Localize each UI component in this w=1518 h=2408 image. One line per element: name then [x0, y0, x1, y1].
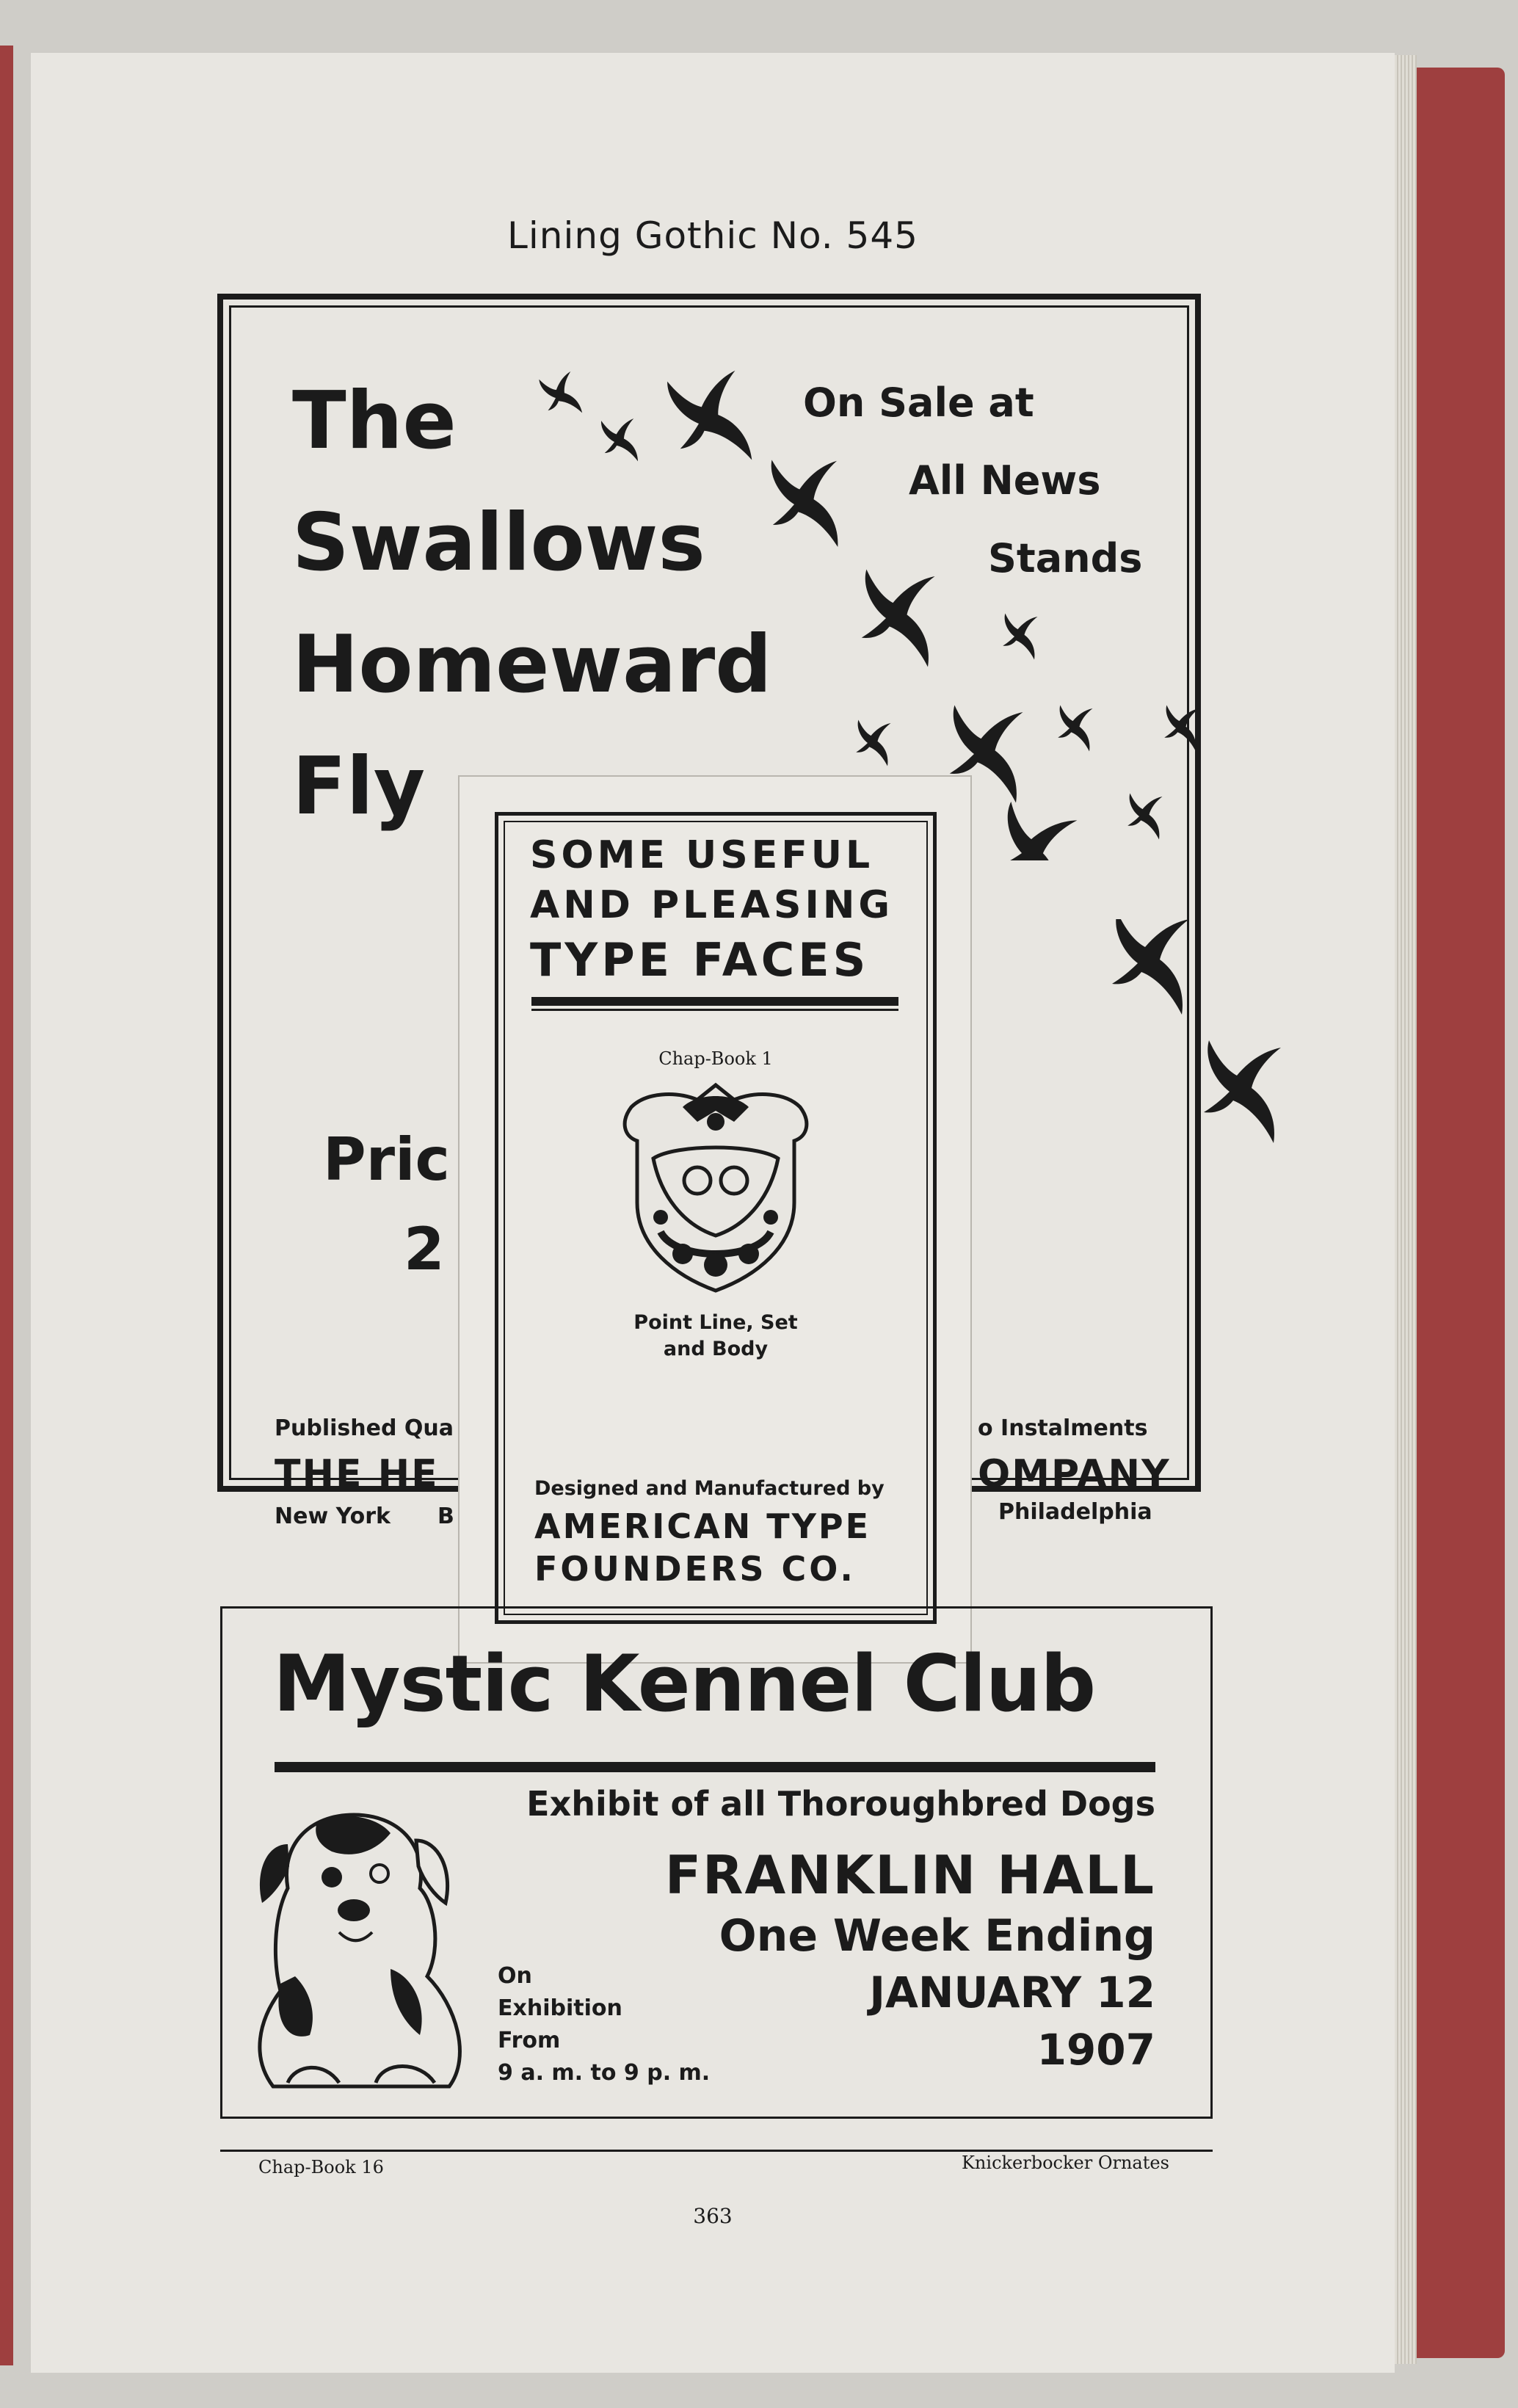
- exhibition-line-3: From: [498, 2028, 561, 2053]
- on-sale-line-3: Stands: [988, 535, 1143, 581]
- published-fragment: Published Qua: [275, 1415, 454, 1441]
- exhibition-line-2: Exhibition: [498, 1995, 622, 2021]
- card-chapbook-label: Chap-Book 1: [658, 1048, 773, 1069]
- kennel-subtitle: Exhibit of all Thoroughbred Dogs: [526, 1784, 1155, 1824]
- swallows-illustration-lower: [1072, 919, 1321, 1154]
- kennel-title-rule: [275, 1762, 1155, 1772]
- book-page: [31, 53, 1395, 2373]
- price-value-fragment: 2: [404, 1215, 445, 1283]
- footer-right-label: Knickerbocker Ornates: [962, 2153, 1169, 2173]
- city-philadelphia: Philadelphia: [998, 1499, 1152, 1525]
- card-heading-line-1: SOME USEFUL: [530, 833, 874, 877]
- kennel-year: 1907: [1036, 2025, 1155, 2075]
- designed-by-label: Designed and Manufactured by: [534, 1477, 885, 1500]
- book-cover-left: [0, 46, 13, 2365]
- on-sale-line-1: On Sale at: [803, 380, 1034, 426]
- exhibition-line-1: On: [498, 1963, 532, 1989]
- instalments-fragment: o Instalments: [978, 1415, 1148, 1441]
- footer-rule: [220, 2150, 1213, 2152]
- publisher-left-fragment: THE HE: [275, 1452, 439, 1496]
- card-heading-rule-thin: [531, 1009, 898, 1011]
- card-heading-line-2: AND PLEASING: [530, 883, 894, 927]
- eagle-shield-emblem: [602, 1078, 829, 1298]
- footer-left-label: Chap-Book 16: [258, 2157, 384, 2177]
- kennel-date: JANUARY 12: [869, 1968, 1155, 2017]
- city-new-york: New York: [275, 1504, 391, 1529]
- page-title: Lining Gothic No. 545: [507, 214, 918, 257]
- ad-heading-line-3: Homeward: [292, 619, 772, 711]
- card-heading-rule: [531, 997, 898, 1006]
- ad-heading-line-1: The: [292, 375, 457, 467]
- emblem-caption-line-2: and Body: [663, 1338, 769, 1360]
- exhibition-line-4: 9 a. m. to 9 p. m.: [498, 2060, 711, 2086]
- price-fragment: Pric: [323, 1125, 450, 1194]
- puppy-illustration: [244, 1800, 493, 2108]
- city-fragment: B: [437, 1504, 454, 1529]
- ad-heading-line-2: Swallows: [292, 497, 705, 589]
- kennel-week: One Week Ending: [719, 1910, 1155, 1962]
- on-sale-line-2: All News: [909, 457, 1101, 504]
- book-cover-right: [1402, 68, 1505, 2358]
- kennel-hall: FRANKLIN HALL: [664, 1844, 1155, 1906]
- card-company-line-1: AMERICAN TYPE: [534, 1506, 871, 1546]
- page-number: 363: [693, 2204, 733, 2228]
- emblem-caption-line-1: Point Line, Set: [633, 1311, 798, 1334]
- kennel-ad-title: Mystic Kennel Club: [273, 1639, 1096, 1729]
- ad-heading-line-4: Fly: [292, 741, 426, 833]
- card-company-line-2: FOUNDERS CO.: [534, 1549, 856, 1589]
- publisher-right-fragment: OMPANY: [978, 1452, 1171, 1496]
- card-heading-line-3: TYPE FACES: [530, 933, 870, 987]
